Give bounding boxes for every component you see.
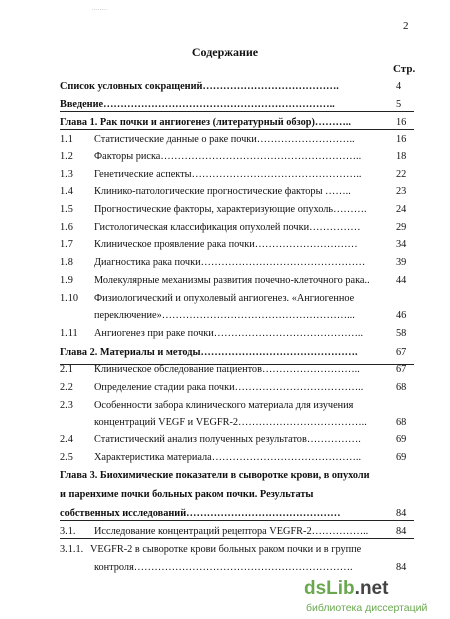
toc-entry-title: Факторы риска………………………………………………….. (94, 151, 362, 162)
toc-entry-number: 2.2 (60, 382, 73, 393)
toc-entry-title: Ангиогенез при раке почки…………………………………….. (94, 328, 364, 339)
toc-entry-title: Исследование концентраций рецептора VEGFR-2…………….. (94, 526, 369, 537)
watermark (304, 578, 450, 618)
toc-entry-title: переключение»………………………………………………... (94, 310, 355, 321)
toc-entry-page: 44 (396, 275, 407, 286)
toc-entry-number: 1.1 (60, 134, 73, 145)
toc-entry-number: 2.3 (60, 400, 73, 411)
toc-entry-page: 24 (396, 204, 407, 215)
toc-entry-page: 16 (396, 134, 407, 145)
page-column-label: Стр. (393, 63, 416, 75)
toc-entry-title: концентраций VEGF и VEGFR-2……………………………….. (94, 417, 367, 428)
separator-line (60, 538, 414, 539)
toc-entry-number: 1.10 (60, 293, 79, 304)
toc-entry-page: 84 (396, 508, 407, 519)
watermark-logo (304, 578, 388, 600)
toc-entry-number: 1.7 (60, 239, 73, 250)
toc-entry-number: 3.1. (60, 526, 76, 537)
toc-entry-title: VEGFR-2 в сыворотке крови больных раком почки и в группе (90, 544, 362, 555)
watermark-subtitle: библиотека диссертаций (306, 602, 428, 614)
toc-entry-title: Физиологический и опухолевый ангиогенез. «Ангиогенное (94, 293, 355, 304)
toc-entry-number: 3.1.1. (60, 544, 84, 555)
toc-entry-number: 1.2 (60, 151, 73, 162)
toc-entry-title: Глава 3. Биохимические показатели в сыворотке крови, в опухоли (60, 470, 370, 481)
watermark-logo-tld: .net (354, 578, 389, 599)
toc-entry-title: собственных исследований……………………………………… (60, 508, 341, 519)
toc-entry-page: 39 (396, 257, 407, 268)
page-number: 2 (403, 20, 409, 32)
toc-entry-title: контроля………………………………………………………. (94, 562, 353, 573)
toc-entry-number: 1.5 (60, 204, 73, 215)
toc-entry-page: 23 (396, 186, 407, 197)
toc-entry-title: Диагностика рака почки………………………………………… (94, 257, 366, 268)
toc-entry-title: Прогностические факторы, характеризующие опухоль………. (94, 204, 367, 215)
toc-entry-page: 69 (396, 434, 407, 445)
toc-entry-title: Введение………………………………………………………….. (60, 99, 335, 110)
toc-entry-number: 2.4 (60, 434, 73, 445)
toc-entry-page: 84 (396, 526, 407, 537)
toc-entry-title: Генетические аспекты………………………………………….. (94, 169, 362, 180)
toc-entry-page: 58 (396, 328, 407, 339)
toc-entry-number: 2.1 (60, 364, 73, 375)
toc-entry-page: 5 (396, 99, 402, 110)
separator-line (60, 520, 414, 521)
toc-entry-page: 22 (396, 169, 407, 180)
toc-entry-page: 68 (396, 417, 407, 428)
toc-entry-number: 2.5 (60, 452, 73, 463)
toc-entry-title: Клиническое проявление рака почки………………………… (94, 239, 358, 250)
toc-entry-page: 29 (396, 222, 407, 233)
toc-entry-page: 68 (396, 382, 407, 393)
toc-entry-title: Гистологическая классификация опухолей почки…………… (94, 222, 361, 233)
toc-entry-title: Клиническое обследование пациентов……………………….. (94, 364, 360, 375)
toc-entry-page: 18 (396, 151, 407, 162)
toc-entry-page: 67 (396, 347, 407, 358)
toc-entry-title: Характеристика материала…………………………………….. (94, 452, 362, 463)
watermark-logo-main: dsLib (304, 578, 355, 599)
toc-entry-title: и паренхиме почки больных раком почки. Результаты (60, 489, 314, 500)
toc-entry-page: 84 (396, 562, 407, 573)
toc-entry-page: 46 (396, 310, 407, 321)
separator-line (60, 129, 414, 130)
toc-heading: Содержание (191, 45, 259, 59)
toc-entry-title: Определение стадии рака почки……………………………….. (94, 382, 364, 393)
top-mark: •••••••• (92, 7, 108, 12)
toc-entry-page: 67 (396, 364, 407, 375)
toc-entry-title: Статистические данные о раке почки……………………….. (94, 134, 355, 145)
toc-entry-page: 16 (396, 117, 407, 128)
toc-entry-title: Глава 1. Рак почки и ангиогенез (литературный обзор)……….. (60, 117, 351, 128)
toc-entry-title: Список условных сокращений…………………………………. (60, 81, 339, 92)
toc-entry-number: 1.3 (60, 169, 73, 180)
toc-entry-page: 4 (396, 81, 402, 92)
toc-entry-number: 1.4 (60, 186, 73, 197)
toc-entry-title: Глава 2. Материалы и методы………………………………………. (60, 347, 358, 358)
separator-line (60, 111, 414, 112)
toc-entry-title: Статистический анализ полученных результатов……………. (94, 434, 361, 445)
toc-entry-number: 1.8 (60, 257, 73, 268)
toc-entry-title: Молекулярные механизмы развития почечно-клеточного рака.. (94, 275, 370, 286)
toc-entry-title: Особенности забора клинического материала для изучения (94, 400, 354, 411)
toc-entry-number: 1.11 (60, 328, 78, 339)
toc-entry-number: 1.9 (60, 275, 73, 286)
separator-line (60, 364, 414, 365)
toc-entry-number: 1.6 (60, 222, 73, 233)
toc-entry-page: 69 (396, 452, 407, 463)
toc-entry-title: Клинико-патологические прогностические факторы …….. (94, 186, 351, 197)
toc-entry-page: 34 (396, 239, 407, 250)
